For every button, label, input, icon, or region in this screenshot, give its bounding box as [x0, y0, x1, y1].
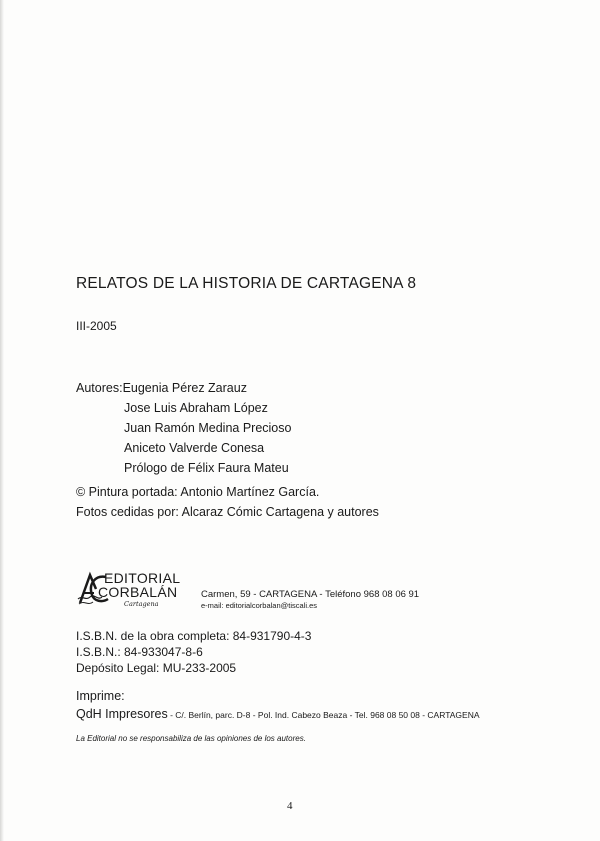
publisher-logo [76, 569, 196, 609]
printer-line [76, 707, 480, 721]
cover-painting-credit: © Pintura portada: Antonio Martínez García. [76, 485, 320, 499]
edition-date: III-2005 [76, 319, 117, 333]
author-name: Juan Ramón Medina Precioso [124, 421, 292, 435]
page-edge-shadow [0, 0, 4, 841]
author-row [76, 378, 291, 398]
disclaimer: La Editorial no se responsabiliza de las opiniones de los autores. [76, 734, 306, 743]
prologue-author: Prólogo de Félix Faura Mateu [124, 461, 289, 475]
isbn-complete: I.S.B.N. de la obra completa: 84-931790-4-3 [76, 629, 312, 643]
publisher-email: e-mail: editorialcorbalan@tiscali.es [201, 601, 317, 610]
isbn: I.S.B.N.: 84-933047-8-6 [76, 645, 203, 659]
photos-credit: Fotos cedidas por: Alcaraz Cómic Cartagena y autores [76, 505, 379, 519]
authors-label: Autores: [76, 381, 123, 395]
publisher-address: Carmen, 59 - CARTAGENA - Teléfono 968 08 06 91 [201, 589, 420, 600]
page-number: 4 [287, 800, 293, 812]
author-name: Jose Luis Abraham López [124, 401, 268, 415]
logo-text-city: Cartagena [124, 600, 159, 608]
printer-name: QdH Impresores [76, 707, 168, 721]
printer-address: - C/. Berlín, parc. D-8 - Pol. Ind. Cabezo Beaza - Tel. 968 08 50 08 - CARTAGENA [167, 710, 480, 720]
printer-label: Imprime: [76, 689, 125, 703]
registry-block [76, 628, 311, 676]
logo-text-editorial: EDITORIAL [104, 570, 181, 586]
book-title: RELATOS DE LA HISTORIA DE CARTAGENA 8 [76, 275, 417, 292]
legal-deposit: Depósito Legal: MU-233-2005 [76, 661, 237, 675]
authors-block [76, 378, 291, 478]
author-name: Aniceto Valverde Conesa [124, 441, 265, 455]
logo-text-corbalan: CORBALÁN [98, 584, 178, 600]
author-name: Eugenia Pérez Zarauz [122, 381, 247, 395]
